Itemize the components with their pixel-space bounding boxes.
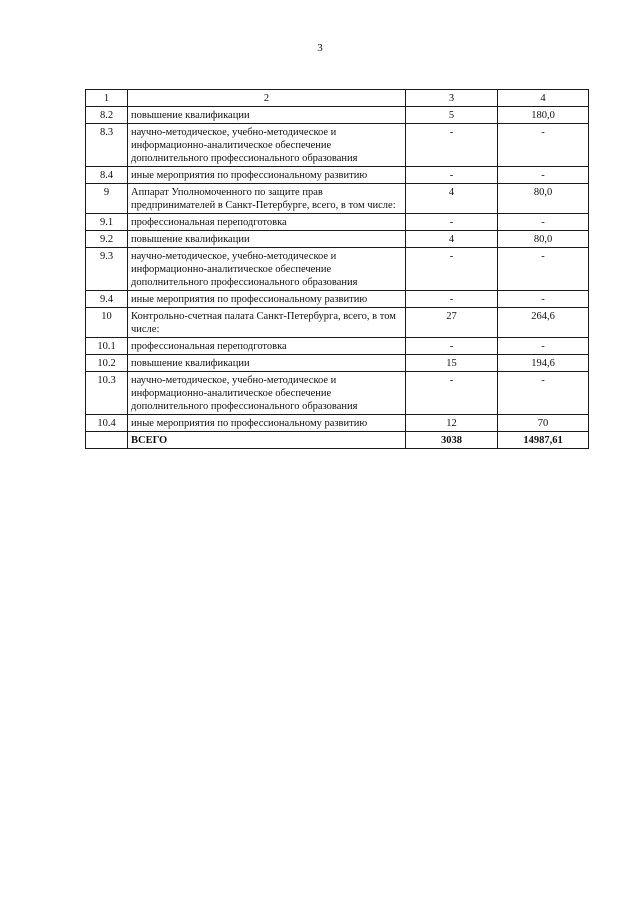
row-count: 27 — [406, 308, 498, 338]
row-description: повышение квалификации — [128, 231, 406, 248]
total-number — [86, 432, 128, 449]
row-description: научно-методическое, учебно-методическое и информационно-аналитическое обеспечение дополнительного профессионального образования — [128, 372, 406, 415]
table-row — [86, 372, 589, 415]
row-number: 9 — [86, 184, 128, 214]
page-number: 3 — [317, 42, 323, 54]
row-amount: 80,0 — [498, 231, 589, 248]
table-header-row — [86, 90, 589, 107]
row-number: 9.1 — [86, 214, 128, 231]
row-description: повышение квалификации — [128, 107, 406, 124]
row-number: 8.4 — [86, 167, 128, 184]
row-description: научно-методическое, учебно-методическое и информационно-аналитическое обеспечение дополнительного профессионального образования — [128, 124, 406, 167]
table-row — [86, 248, 589, 291]
row-description: иные мероприятия по профессиональному развитию — [128, 415, 406, 432]
row-amount: 80,0 — [498, 184, 589, 214]
total-count: 3038 — [406, 432, 498, 449]
row-count: - — [406, 338, 498, 355]
row-description: профессиональная переподготовка — [128, 338, 406, 355]
table-row — [86, 184, 589, 214]
table-row — [86, 355, 589, 372]
table-row — [86, 167, 589, 184]
row-number: 10.4 — [86, 415, 128, 432]
row-amount: - — [498, 248, 589, 291]
table-row — [86, 291, 589, 308]
row-description: Аппарат Уполномоченного по защите прав предпринимателей в Санкт-Петербурге, всего, в том числе: — [128, 184, 406, 214]
row-number: 9.2 — [86, 231, 128, 248]
row-description: Контрольно-счетная палата Санкт-Петербурга, всего, в том числе: — [128, 308, 406, 338]
row-count: 4 — [406, 184, 498, 214]
row-amount: - — [498, 124, 589, 167]
header-cell: 1 — [86, 90, 128, 107]
row-amount: 264,6 — [498, 308, 589, 338]
total-amount: 14987,61 — [498, 432, 589, 449]
row-description: повышение квалификации — [128, 355, 406, 372]
budget-table — [85, 89, 589, 449]
table-row — [86, 214, 589, 231]
row-amount: 194,6 — [498, 355, 589, 372]
row-count: - — [406, 167, 498, 184]
row-count: - — [406, 124, 498, 167]
table-total-row — [86, 432, 589, 449]
header-cell: 2 — [128, 90, 406, 107]
row-count: - — [406, 291, 498, 308]
row-amount: 70 — [498, 415, 589, 432]
row-description: профессиональная переподготовка — [128, 214, 406, 231]
row-count: - — [406, 214, 498, 231]
row-count: - — [406, 248, 498, 291]
row-count: - — [406, 372, 498, 415]
header-cell: 4 — [498, 90, 589, 107]
row-number: 9.3 — [86, 248, 128, 291]
row-amount: - — [498, 214, 589, 231]
row-description: иные мероприятия по профессиональному развитию — [128, 167, 406, 184]
row-amount: - — [498, 291, 589, 308]
row-number: 10.3 — [86, 372, 128, 415]
row-count: 5 — [406, 107, 498, 124]
row-number: 9.4 — [86, 291, 128, 308]
row-number: 10.2 — [86, 355, 128, 372]
row-number: 8.2 — [86, 107, 128, 124]
table-row — [86, 415, 589, 432]
row-count: 12 — [406, 415, 498, 432]
row-description: иные мероприятия по профессиональному развитию — [128, 291, 406, 308]
table-row — [86, 124, 589, 167]
row-count: 4 — [406, 231, 498, 248]
table-row — [86, 308, 589, 338]
table-row — [86, 338, 589, 355]
row-number: 10 — [86, 308, 128, 338]
row-count: 15 — [406, 355, 498, 372]
header-cell: 3 — [406, 90, 498, 107]
total-label: ВСЕГО — [128, 432, 406, 449]
row-amount: 180,0 — [498, 107, 589, 124]
row-description: научно-методическое, учебно-методическое и информационно-аналитическое обеспечение дополнительного профессионального образования — [128, 248, 406, 291]
table-row — [86, 107, 589, 124]
row-number: 8.3 — [86, 124, 128, 167]
row-number: 10.1 — [86, 338, 128, 355]
row-amount: - — [498, 372, 589, 415]
table-row — [86, 231, 589, 248]
row-amount: - — [498, 167, 589, 184]
row-amount: - — [498, 338, 589, 355]
